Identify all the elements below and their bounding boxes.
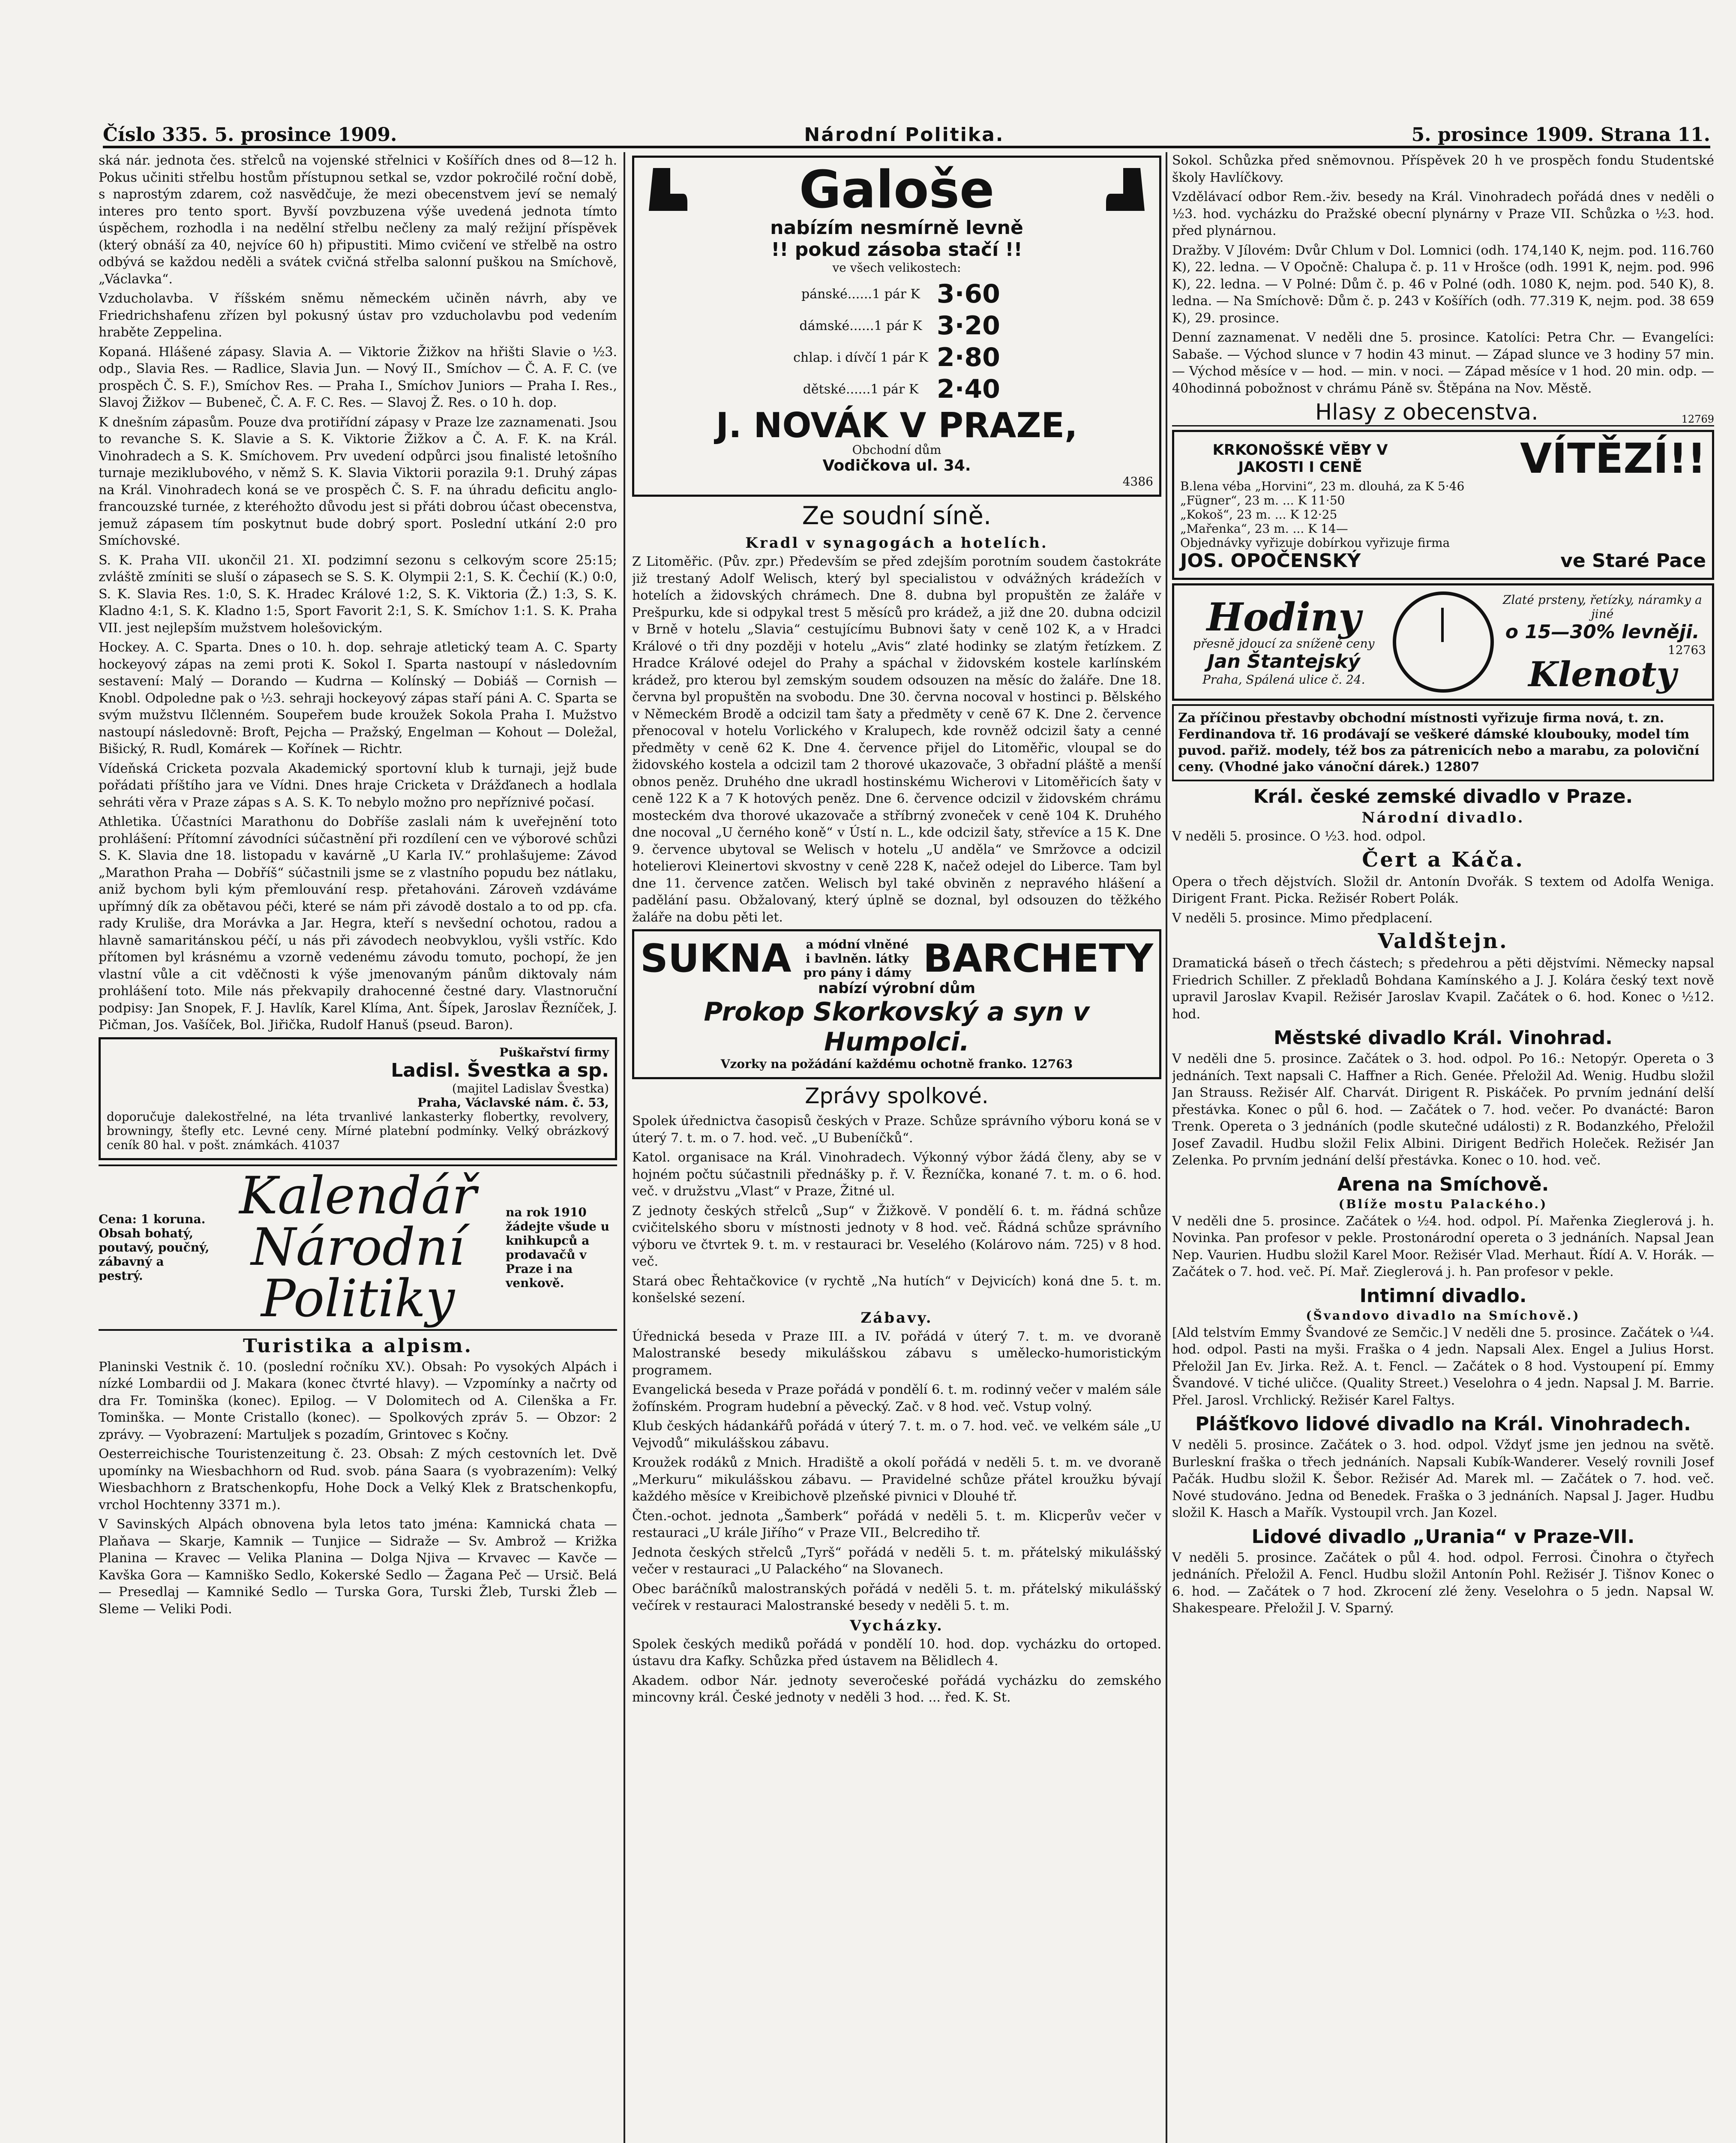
article-paragraph: S. K. Praha VII. ukončil 21. XI. podzimní sezonu s celkovým score 25:15; zvláště zmíniti se sluší o zápasech se S. S. K. Olympii 2:1, S. K. Čechií (K.) 0:0, S. K. Slavia Res. 1:0, S. K. Hradec Králové 1:2, S. K. Viktoria (Ž.) 1:3, S. K. Kladno 4:1, S. K. Kladno 1:5, Sport Favorit 2:1, S. K. Smíchov 1:1. S. K. Praha VII. jest nejlepším mužstvem holešovickým. [99,552,617,636]
article-paragraph: Athletika. Účastníci Marathonu do Dobříše zaslali nám k uveřejnění toto prohlášení: Přítomní závodníci súčastnění při rozdílení cen ve výborové schůzi S. K. Slavia dne 18. listopadu v kavárně „U Karla IV.“ prohlašujeme: Závod „Marathon Praha — Dobříš“ súčastnili jsme se z vlastního popudu bez nátlaku, aniž bychom byli kým přemlouvání resp. přetahováni. Zároveň vzdáváme upřímný dík za obětavou péči, které se nám při závodě dostalo a to od pp. cfa. rady Kruliše, dra Morávka a Jar. Hegra, kteří s nevšední ochotou, radou a hlavně samaritánskou péčí, u nás při závodech neobvyklou, vyšli vstříc. Kdo přítomen byl krásnému a vzorně vedenému závodu tomuto, pochopí, že jen vlastní vůle a cit vděčnosti k výše jmenovaným pánům diktovaly nám prohlášení toto. Mile nás překvapily drahocenné čestné dary. Vlastnoruční podpisy: Jan Snopek, F. J. Havlík, Karel Klíma, Ant. Šípek, Jaroslav Řezníček, J. Pičman, Jos. Vašíček, Bol. Jiřička, Rudolf Hanuš (pseud. Baron). [99,814,617,1032]
price-row [789,278,1004,310]
price-value: 3·20 [936,311,1000,341]
ad-subtitle: přesně jdoucí za snížené ceny [1193,636,1375,651]
ad-title: Hodiny [1206,594,1361,640]
ad-firm-name: Ladisl. Švestka a sp. [391,1059,609,1081]
article-paragraph: Kopaná. Hlášené zápasy. Slavia A. — Viktorie Žižkov na hřišti Slavie o ½3. odp., Slavia Res. — Radlice, Slavia Jun. — Nový II., Smíchov — Č. A. F. C. (ve prospěch Č. S. F.), Smíchov Res. — Praha I., Smíchov Juniors — Praha I. Res., Slavoj Žižkov — Bubeneč, Č. A. F. C. Res. — Slavoj Ž. Res. o 10 h. dop. [99,344,617,410]
calendar-side-note: na rok 1910 žádejte všude u knihkupců a prodavačů v Praze i na venkově. [506,1205,609,1290]
article-paragraph: Planinski Vestnik č. 10. (poslední ročníku XV.). Obsah: Po vysokých Alpách i nízké Lombardii od J. Makara (konec čtvrté hlavy). — Vzpomínky a načrty od dra Fr. Tominška (konec). Epilog. — V Dolomitech od A. Cilenška a Fr. Tominška. — Monte Cristallo (konec). — Spolkových zpráv 5. — Obzor: 2 zprávy. — Vyobrazení: Martuljek s pozadím, Grintovec s Kočny. [99,1359,617,1442]
ad-subtitle: nabízí výrobní dům [818,980,975,997]
ad-line: doporučuje dalekostřelné, na léta trvanlivé lankasterky flobertky, revolvery, browningy, štefly etc. Levné ceny. Mírné platební podmínky. Velký obrázkový ceník 80 hal. v pošt. známkách. 41037 [107,1109,609,1152]
ad-number: 12769 [1681,413,1714,425]
column-3 [1172,152,1714,2143]
watches-advertisement [1172,583,1714,701]
theatre-subheading: Národní divadlo. [1361,809,1525,826]
ad-firm: ve Staré Pace [1560,550,1706,572]
article-paragraph: Spolek úřednictva časopisů českých v Praze. Schůze správního výboru koná se v úterý 7. t. m. o 7. hod. več. „U Bubeníčků“. [632,1114,1161,1146]
ad-subtitle: a módní vlněné i bavlněn. látky pro pány i dámy [803,937,911,980]
ad-firm: JOS. OPOČENSKÝ [1180,550,1361,572]
ad-line: Puškařství firmy [499,1045,609,1059]
subsection-heading: Vycházky. [850,1617,944,1634]
article-paragraph: Denní zaznamenat. V neděli dne 5. prosince. Katolíci: Petra Chr. — Evangelíci: Sabaše. — Východ slunce v 7 hodin 43 minut. — Západ slunce ve 3 hodiny 57 min. — Východ měsíce v — hod. — min. v noci. — Západ měsíce v 1 hod. 20 min. odp. — 40hodinná pobožnost v chrámu Páně sv. Štěpána na Nov. Městě. [1172,330,1714,396]
column-1 [99,152,617,2143]
theatre-heading: Lidové divadlo „Urania“ v Praze-VII. [1251,1525,1635,1548]
article-paragraph: Klub českých hádankářů pořádá v úterý 7. t. m. o 7. hod. več. ve velkém sále „U Vejvodů“ mikulášskou zábavu. [632,1419,1161,1451]
calendar-advertisement [99,1165,617,1331]
boot-icon [640,164,692,217]
ad-firm: Jan Štantejský [1207,650,1361,672]
price-value: 3·60 [936,279,1000,309]
article-paragraph: V Savinských Alpách obnovena byla letos tato jména: Kamnická chata — Plaňava — Skarje, Kamnik — Tunjice — Sidraže — Sv. Ambrož — Križka Planina — Kravec — Velika Planina — Dolga Njiva — Krvavec — Kavče — Kavška Gora — Kamniško Sedlo, Kokerské Sedlo — Žagana Peč — Ursič. Belá — Presedlaj — Kamniké Sedlo — Turska Gora, Turski Žleb, Turski Žleb — Sleme — Veliki Podi. [99,1517,617,1617]
ad-number: 12763 [1667,643,1706,657]
ad-subtitle: !! pokud zásoba stačí !! [771,239,1022,261]
article-paragraph: Evangelická beseda v Praze pořádá v pondělí 6. t. m. rodinný večer v malém sále žofínském. Program hudební a pěvecký. Zač. v 8 hod. več. Vstup volný. [632,1382,1161,1414]
theatre-subheading: (Blíže mostu Palackého.) [1338,1197,1548,1211]
calendar-title: Politiky [261,1269,455,1329]
price-label: pánské......1 pár K [801,286,920,302]
price-label: dámské......1 pár K [799,318,922,333]
ad-number: 4386 [1122,474,1153,489]
article-paragraph: Vídeňská Cricketa pozvala Akademický sportovní klub k turnaji, jejž bude pořádati příštího jara ve Vídni. Dnes hraje Cricketa v Drážďanech a hodlala sehráti věra v Praze zápas s A. S. K. To nebylo možno pro nepříznivé počasí. [99,761,617,810]
ad-subtitle: Zlaté prsteny, řetízky, náramky a jiné [1502,593,1702,621]
theatre-line: V neděli dne 5. prosince. Začátek o 3. hod. odpol. Po 16.: Netopýr. Opereta o 3 jednáních. Text napsali C. Haffner a Rich. Genée. Přeložil Ad. Wenig. Hudbu složil Jan Strauss. Režisér Alf. Charvát. Dirigent R. Piskáček. Po prvním jednání delší přestávka. Konec o půl 6. hod. — Začátek o 7. hod. večer. Po dvanácté: Baron Trenk. Opereta o 3 jednáních (podle skutečné události) z R. Bodanzkého, Přeložil Josef Zavadil. Hudbu složil Felix Albini. Dirigent Bedřich Holeček. Režisér Jan Zelenka. Po prvním jednání delší přestávka. Konec o 10. hod. več. [1172,1051,1714,1168]
ad-subtitle: nabízím nesmírně levně [770,217,1023,239]
calendar-title: Národní [251,1217,465,1277]
theatre-line: V neděli 5. prosince. Začátek o 3. hod. odpol. Vždyť jsme jen jednou na světě. Burleskní fraška o třech jednáních. Napsali Kubík-Wanderer. Veselý rovnili Josef Pačák. Hudbu složil K. Šebor. Režisér Ad. Marek ml. — Začátek o 7. hod. več. Nové studováno. Jedna od Benedek. Fraška o 3 jednáních. Napsal J. Jager. Hudbu složil K. Hasch a Mařík. Vystoupil vrch. Jan Kozel. [1172,1438,1714,1520]
cloth-advertisement [632,929,1161,1079]
price-row [789,373,1004,405]
article-paragraph: Vzdělávací odbor Rem.-živ. besedy na Král. Vinohradech pořádá dnes v neděli o ½3. hod. vycházku do Pražské obecní plynárny v Praze VII. Schůzka o ½3. hod. před plynárnou. [1172,189,1714,238]
price-table [789,278,1004,405]
article-paragraph: Sokol. Schůzka před sněmovnou. Příspěvek 20 h ve prospěch fondu Studentské školy Havlíčkovy. [1172,153,1714,185]
article-paragraph: Obec baráčníků malostranských pořádá v neděli 5. t. m. přátelský mikulášský večírek v restauraci Malostranské besedy v neděli 5. t. m. [632,1581,1161,1613]
section-heading: Turistika a alpism. [243,1335,473,1357]
ad-subtitle: o 15—30% levněji. [1505,621,1700,643]
pocket-watch-icon [1388,591,1499,693]
ad-line: „Fügner“, 23 m. ... K 11·50 [1180,493,1345,507]
article-paragraph: Vzducholavba. V říšském sněmu německém učiněn návrh, aby ve Friedrichshafenu zřízen byl pokusný ústav pro vzducholavbu pod vedením hraběte Zeppelina. [99,291,617,340]
galoshes-advertisement [632,156,1161,497]
header-masthead: Národní Politika. [804,124,1004,146]
boot-icon [1102,164,1153,217]
article-paragraph: Spolek českých mediků pořádá v pondělí 10. hod. dop. vycházku do ortoped. ústavu dra Kafky. Schůzka před ústavem na Bělidlech 4. [632,1636,1161,1669]
subsection-heading: Zábavy. [861,1309,933,1327]
theatre-line: V neděli dne 5. prosince. Začátek o ½4. hod. odpol. Pí. Mařenka Zieglerová j. h. Novinka. Pan profesor v pekle. Prostonárodní opereta o 3 jednáních. Napsal Jean Nep. Vaurien. Hudbu složil Karel Moor. Režisér Vlad. Merhaut. Řídí A. V. Horák. — Začátek o 7. hod. več. Pí. Mař. Zieglerová j. h. Pan profesor v pekle. [1172,1213,1714,1279]
calendar-price: Cena: 1 koruna. Obsah bohatý, poutavý, poučný, zábavný a pestrý. [99,1212,210,1283]
article-paragraph: Z Litoměřic. (Pův. zpr.) Především se před zdejším porotním soudem častokráte již trestaný Adolf Welisch, který byl specialistou v odvážných krádežích v hotelích a židovských chrámech. Dne 8. dubna byl propuštěn ze žaláře v Prešpurku, kde si odpykal trest 5 měsíců pro krádež, a již dne 20. dubna odcizil v Brně v hotelu „Slavia“ cestujícímu Bubnovi šaty v ceně 102 K, a v Hradci Králové o tři dny později v hotelu „Avis“ zlaté hodinky se zlatým řetízkem. Z Hradce Králové odejel do Prahy a spáchal v židovském kostele karlínském krádež, pro kterou byl zemským soudem odsouzen na měsíc do žaláře. Dne 18. června byl propuštěn na svobodu. Dne 30. června nocoval v hostinci p. Bělského v Německém Brodě a odcizil tam šaty a předměty v ceně 67 K. Dne 2. července přenocoval v hotelu Vorlického v Kralupech, kde rovněž odcizil šaty a cenné předměty v ceně 62 K. Dne 4. července přijel do Litoměřic, vloupal se do židovského kostela a odcizil tam 2 thorové ukazovače, 3 obřadní pláště a menší obnos peněz. Druhého dne ukradl hostinskému Wicherovi v Litoměřicích šaty v ceně 122 K a 7 K hotových peněz. Dne 6. července odcizil v židovském chrámu mosteckém dva thorové ukazovače a stříbrný zvoneček v ceně 104 K. Druhého dne nocoval „U černého koně“ v Ústí n. L., kde odcizil šaty, střevíce a 15 K. Dne 9. července ubytoval se Welisch v hotelu „U anděla“ ve Smržovce a odcizil hotelierovi Kleinertovi skvostny v ceně 228 K, načež odejel do Liberce. Tam byl dne 11. července zatčen. Welisch byl také obviněn z nepravého hlášení a padělání pasu. Obžalovaný, který úplně se doznal, byl odsouzen do těžkého žaláře na dobu pěti let. [632,554,1161,925]
price-row [789,342,1004,373]
article-paragraph: Z jednoty českých střelců „Sup“ v Žižkově. V pondělí 6. t. m. řádná schůze cvičitelského sboru v místnosti jednoty v 8 hod. več. Řádná schůze správního výboru ve čtvrtek 9. t. m. v restauraci br. Veselého (Kolárovo nám. 725) v 8 hod. več. [632,1203,1161,1269]
play-title: Čert a Káča. [1362,847,1524,872]
theatre-heading: Král. české zemské divadlo v Praze. [1253,786,1633,807]
ad-title: SUKNA [640,936,792,981]
header-left: Číslo 335. 5. prosince 1909. [103,124,397,146]
article-paragraph: Akadem. odbor Nár. jednoty severočeské pořádá vycházku do zemského mincovny král. České jednoty v neděli 3 hod. ... řed. K. St. [632,1673,1161,1705]
calendar-title: Kalendář [239,1166,477,1226]
theatre-subheading: (Švandovo divadlo na Smíchově.) [1306,1308,1580,1323]
ad-line: „Kokoš“, 23 m. ... K 12·25 [1180,507,1337,522]
ad-subtitle: KRKONOŠSKÉ VĚBY V JAKOSTI I CENĚ [1212,441,1388,476]
article-paragraph: Katol. organisace na Král. Vinohradech. Výkonný výbor žádá členy, aby se v hojném počtu súčastnili přednášky p. ř. V. Řezníčka, konané 7. t. m. o 6. hod. več. v družstvu „Vlast“ v Praze, Žitné ul. [632,1150,1161,1199]
ad-title: BARCHETY [923,936,1153,981]
page-header [103,116,1710,148]
ad-title: Galoše [799,160,995,220]
article-headline: Kradl v synagogách a hotelích. [745,534,1048,552]
ad-firm-sub: Obchodní dům [852,443,941,457]
price-value: 2·80 [936,342,1000,372]
section-heading: Hlasy z obecenstva. [1315,399,1538,425]
theatre-heading: Plášťkovo lidové divadlo na Král. Vinohradech. [1195,1413,1691,1435]
theatre-heading: Arena na Smíchově. [1337,1173,1549,1195]
theatre-line: Dramatická báseň o třech částech; s předehrou a pěti dějstvími. Německy napsal Friedrich Schiller. Z překladů Bohdana Kamínského a J. J. Kolára český text nově upravil Jaroslav Kvapil. Režisér Jaroslav Kvapil. Začátek o 6. hod. Konec o ½12. hod. [1172,956,1714,1022]
article-paragraph: Úřednická beseda v Praze III. a IV. pořádá v úterý 7. t. m. ve dvoraně Malostranské besedy mikulášskou zábavu s umělecko-humoristickým programem. [632,1329,1161,1378]
ad-line: Objednávky vyřizuje dobírkou vyřizuje firma [1180,536,1450,550]
ad-line: „Mařenka“, 23 m. ... K 14— [1180,522,1348,536]
ad-firm: J. NOVÁK V PRAZE, [716,405,1078,445]
play-title: Valdštejn. [1378,929,1508,953]
article-paragraph: ská nár. jednota čes. střelců na vojenské střelnici v Košířích dnes od 8—12 h. Pokus učiniti střelbu hostům přístupnou setkal se, vzdor pokročilé roční době, s naprostým zdarem, což nasvědčuje, že mezi obecenstvem jeví se nemalý interes pro tento sport. Byvší povzbuzena výše uvedená jednota tímto úspěchem, rozhodla i na nedělní střelbu nečleny za malý režijní příspěvek (který obnáší za 40, nejvíce 60 h) připustiti. Mimo cvičení ve střelbě na ostro odbývá se každou neděli a svátek cvičná střelba salonní puškou na Smíchově, „Václavka“. [99,153,617,287]
column-rule [624,152,625,2143]
section-heading: Zprávy spolkové. [805,1084,989,1108]
article-paragraph: Stará obec Řehtačkovice (v rychtě „Na hutích“ v Dejvicích) koná dne 5. t. m. konšelské sezení. [632,1273,1161,1306]
article-paragraph: K dnešním zápasům. Pouze dva protiřídní zápasy v Praze lze zaznamenati. Jsou to revanche S. K. Slavie a S. K. Viktorie Žižkov a Č. A. F. K. na Král. Vinohradech a S. K. Smíchovem. Prv uvedení odpůrci jsou finalisté letošního turnaje meziklubového, v němž S. K. Slavia Viktorii porazila 9:1. Druhý zápas na Král. Vinohradech koná se ve prospěch Č. S. F. na úhradu deficitu anglo-francouzské turnée, z kteréhožto důvodu jest si přáti dobrou účast obecenstva, jemuž zápasem tím poskytnut bude dobrý sport. Poslední utkání 2:0 pro Smíchovské. [99,414,617,548]
price-value: 2·40 [936,374,1000,404]
article-paragraph: Jednota českých střelců „Tyrš“ pořádá v neděli 5. t. m. přátelský mikulášský večer v restauraci „U Palackého“ na Slovanech. [632,1545,1161,1577]
header-right: 5. prosince 1909. Strana 11. [1411,124,1710,146]
theatre-line: Opera o třech dějstvích. Složil dr. Antonín Dvořák. S textem od Adolfa Wenigа. Dirigent Frant. Picka. Režisér Robert Polák. [1172,874,1714,906]
gunsmith-advertisement [99,1037,617,1160]
article-paragraph: Dražby. V Jílovém: Dvůr Chlum v Dol. Lomnici (odh. 174,140 K, nejm. pod. 116.760 K), 22. ledna. — V Opočně: Chalupa č. p. 11 v Hrošce (odh. 1991 K, nejm. pod. 996 K), 22. ledna. — V Polné: Dům č. p. 46 v Polné (odh. 1080 K, nejm. pod. 540 K), 8. ledna. — Na Smíchově: Dům č. p. 243 v Košířích (odh. 77.319 K, nejm. pod. 38 659 K), 29. prosince. [1172,243,1714,326]
section-heading: Ze soudní síně. [802,501,992,530]
cloth-vitezi-advertisement [1172,430,1714,580]
ad-address: Praha, Spálená ulice č. 24. [1202,672,1365,687]
article-paragraph: Čten.-ochot. jednota „Šamberk“ pořádá v neděli 5. t. m. Klicperův večer v restauraci „U krále Jiřího“ v Praze VII., Belcrediho tř. [632,1508,1161,1540]
shop-notice: Za příčinou přestavby obchodní místnosti vyřizuje firma nová, t. zn. Ferdinandova tř. 16 prodávají se veškeré dámské kloubouky, model tím puvod. pařiž. modely, též bos za pátrenicích nebo a marabu, za poloviční ceny. (Vhodné jako vánoční dárek.) 12807 [1172,704,1714,781]
ad-title: Klenoty [1528,654,1677,694]
article-paragraph: Oesterreichische Touristenzeitung č. 23. Obsah: Z mých cestovních let. Dvě upomínky na Wiesbachhorn od Rud. svob. pána Saara (s vyobrazením): Velký Wiesbachhorn z Bratschenkopfu, Hohe Dock a Velký Klek z Bratschenkopfu, vrchol Hochtenny 3371 m.). [99,1447,617,1513]
ad-firm: Prokop Skorkovský a syn v Humpolci. [704,997,1090,1057]
theatre-line: V neděli 5. prosince. Začátek o půl 4. hod. odpol. Ferrosi. Činohra o čtyřech jednáních. Přeložil A. Fencl. Hudbu složil Antonín Pohl. Režisér J. Tišnov Konec o 6. hod. — Začátek o 7 hod. Zkrocení zlé ženy. Veselohra o 5 jedn. Napsal W. Shakespeare. Přeložil J. V. Sparný. [1172,1550,1714,1616]
ad-line: B.lena véba „Horvini“, 23 m. dlouhá, za K 5·46 [1180,479,1465,493]
theatre-line: V neděli 5. prosince. Mimo předplacení. [1172,910,1433,926]
ad-line: Praha, Václavské nám. č. 53, [417,1095,609,1110]
ad-line: (majitel Ladislav Švestka) [452,1081,609,1096]
column-rule [1166,152,1167,2143]
price-label: dětské......1 pár K [803,381,919,397]
theatre-heading: Intimní divadlo. [1359,1285,1527,1307]
column-2 [632,152,1161,2143]
theatre-line: [Ald telstvím Emmy Švandové ze Semčic.] V neděli dne 5. prosince. Začátek o ¼4. hod. odpol. Pasti na myši. Fraška o 4 jedn. Napsali Alex. Engel a Julius Horst. Přeložil Jan Ev. Jirka. Rež. A. t. Fencl. — Začátek o 8 hod. Vystoupení pí. Emmy Švandové. V tiché uličce. (Quality Street.) Veselohra o 4 jedn. Napsal J. M. Barrie. Přel. Jarosl. Vrchlický. Režisér Karel Faltys. [1172,1325,1714,1408]
price-label: chlap. i dívčí 1 pár K [793,350,928,365]
article-paragraph: Hockey. A. C. Sparta. Dnes o 10. h. dop. sehraje atletický team A. C. Sparty hockeyový zápas na zemi proti K. Sokol I. Sparta nastoupí v následovním sestavení: Malý — Dorando — Kudrna — Kolínský — Dobiáš — Cornish — Knobl. Odpoledne pak o ½3. sehraji hockeyový zápas staří páni A. C. Sparta se svým mužstvu Ilčlenném. Soupeřem bude kroužek Sokola Praha I. Mužstvo nastoupí následovně: Broft, Pejcha — Pražský, Engelman — Kohout — Doležal, Bišický, R. Rudl, Komárek — Kořínek — Richtr. [99,640,617,756]
ad-line: Vzorky na požádání každému ochotně franko. 12763 [720,1057,1073,1071]
theatre-heading: Městské divadlo Král. Vinohrad. [1274,1027,1613,1049]
theatre-line: V neděli 5. prosince. O ½3. hod. odpol. [1172,829,1426,844]
article-paragraph: Kroužek rodáků z Mnich. Hradiště a okolí pořádá v neděli 5. t. m. ve dvoraně „Merkuru“ mikulášskou zábavu. — Pravidelné schůze přátel kroužku bývají každého měsíce v Kreibichově plzeňské pivnici v Dlouhé tř. [632,1455,1161,1504]
ad-title: VÍTĚZÍ!! [1520,435,1706,483]
price-row [789,310,1004,342]
ad-address: Vodičkova ul. 34. [822,457,971,474]
ad-subtitle: ve všech velikostech: [832,261,961,275]
